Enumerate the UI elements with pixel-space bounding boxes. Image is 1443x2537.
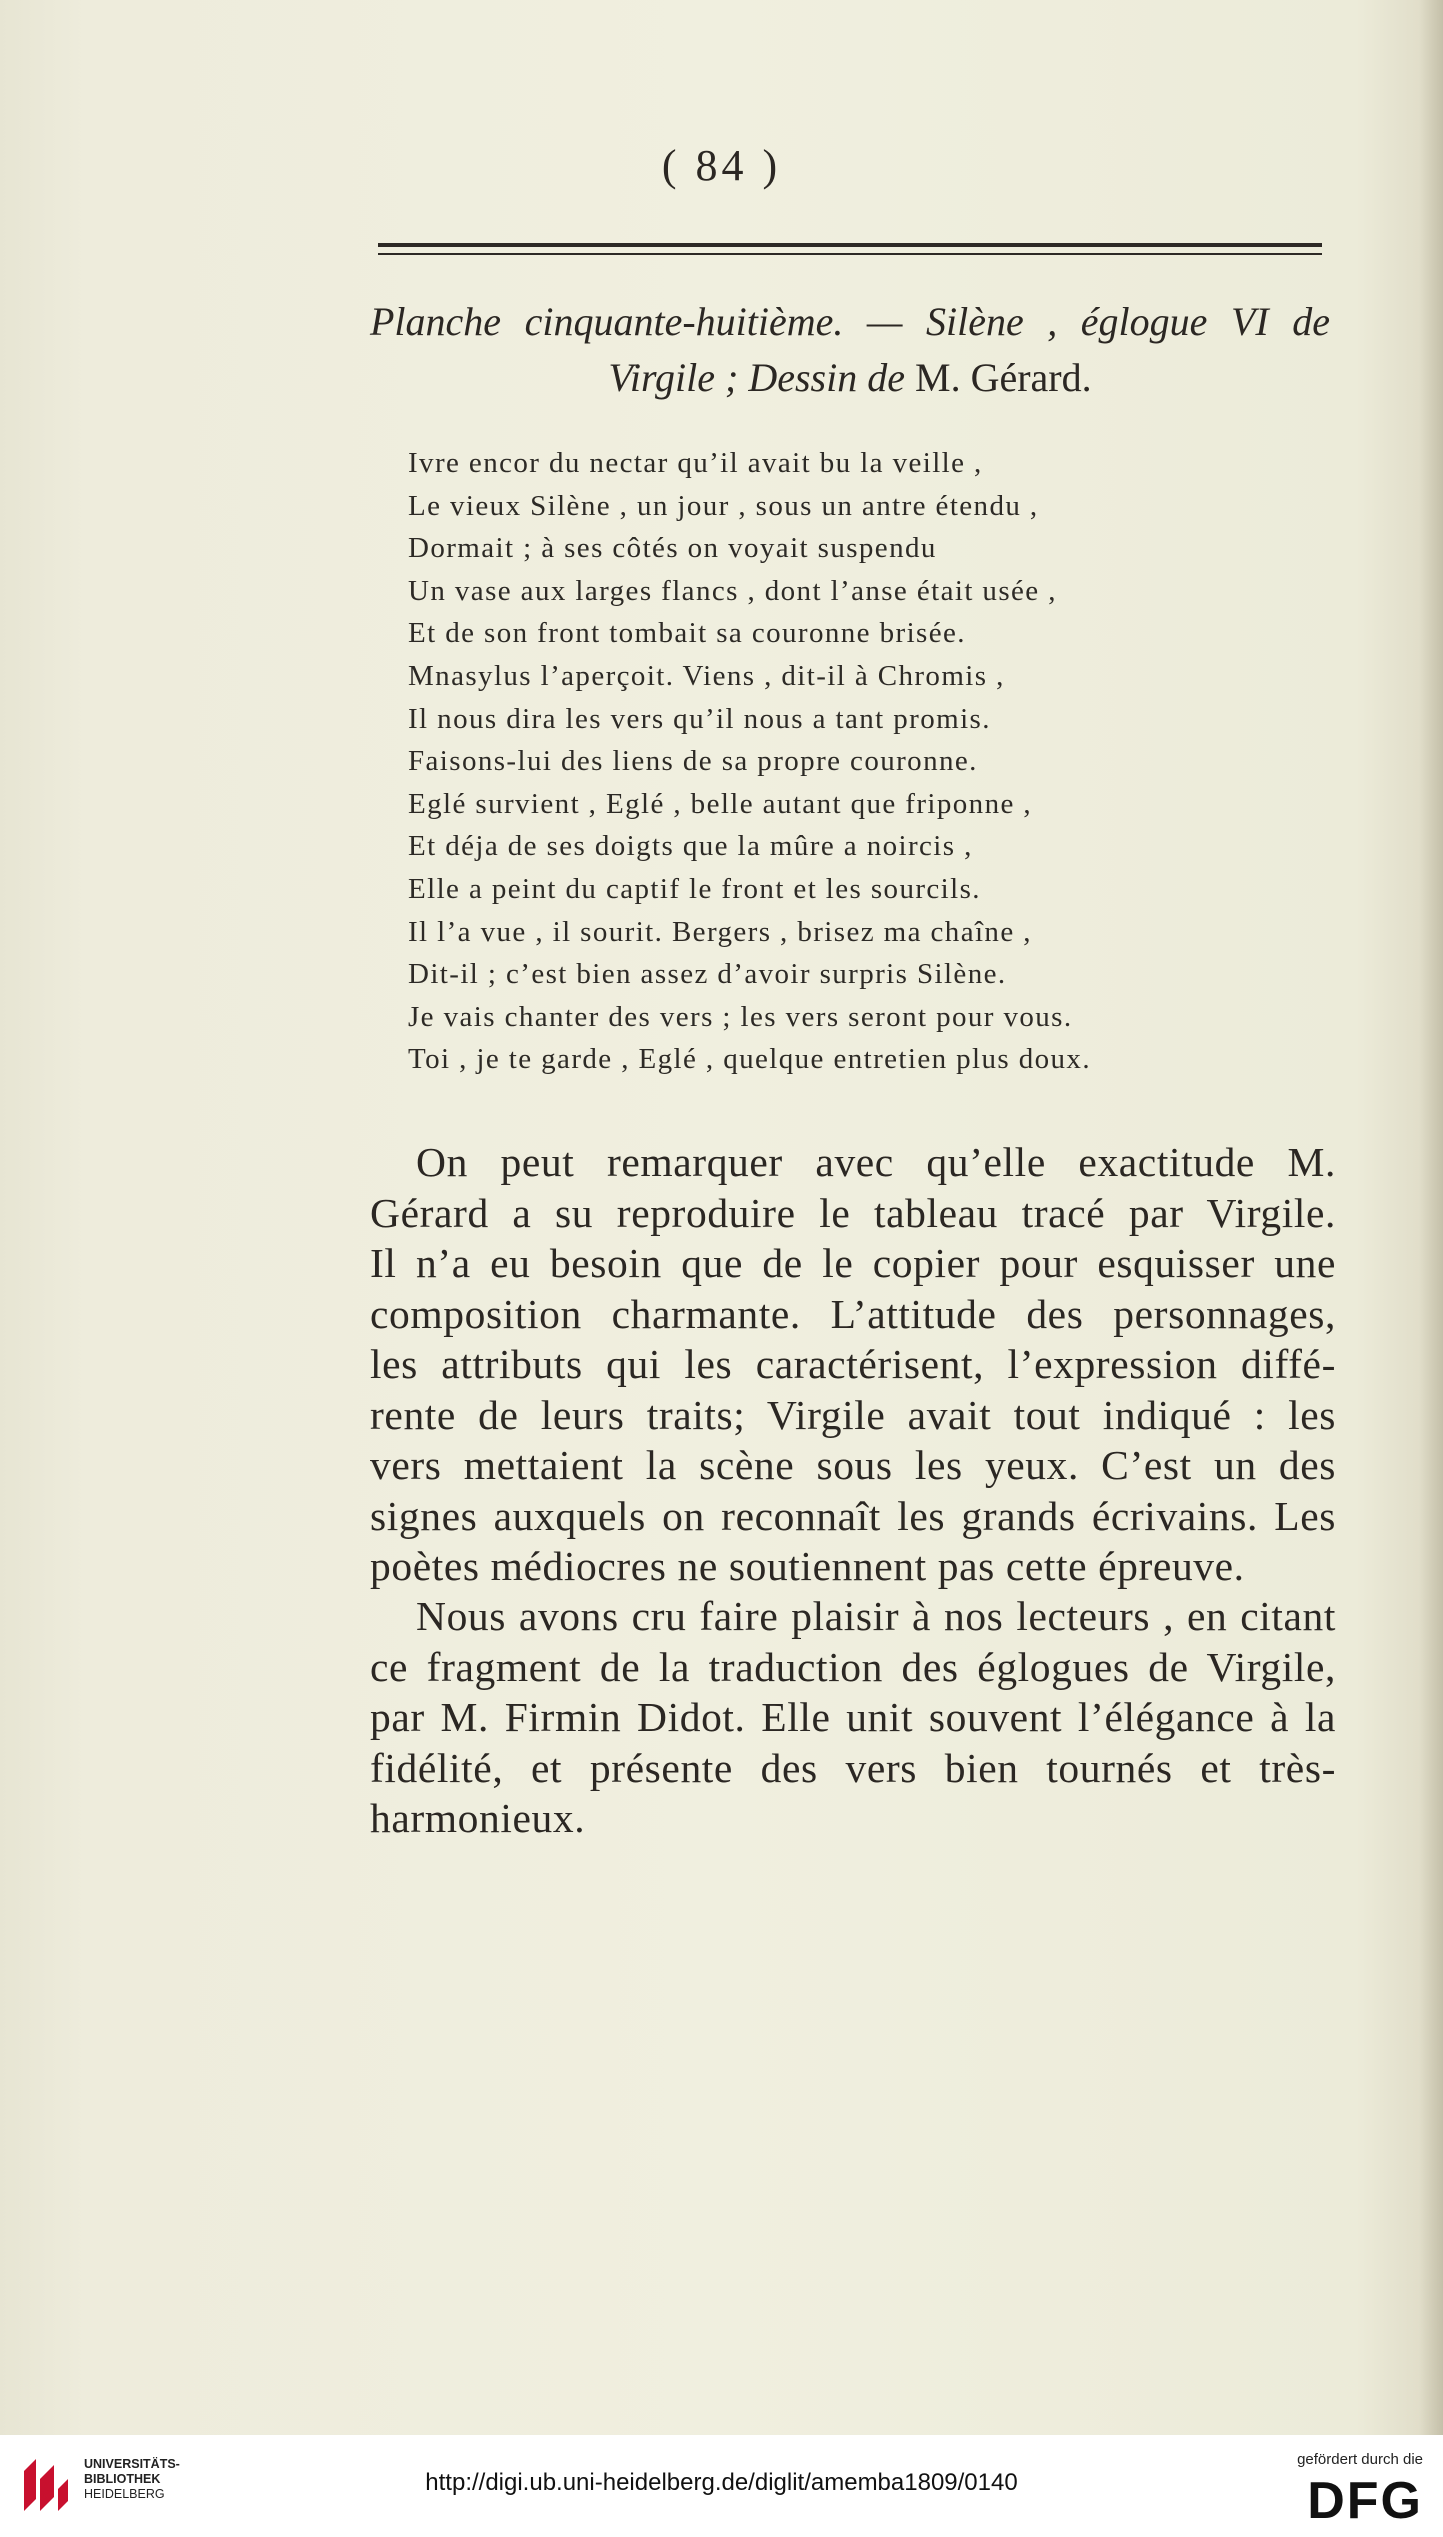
- paragraph-line: ce fragment de la traduction des églogues de Virgile,: [370, 1643, 1336, 1690]
- paragraph-line: Gérard a su reproduire le tableau tracé par Virgile.: [370, 1189, 1336, 1236]
- poem-excerpt: [408, 442, 1208, 1081]
- digitization-footer: [0, 2435, 1443, 2537]
- poem-verse: Eglé survient , Eglé , belle autant que friponne ,: [408, 787, 1033, 820]
- poem-verse: Le vieux Silène , un jour , sous un antre étendu ,: [408, 489, 1039, 522]
- institution-line-3: HEIDELBERG: [84, 2487, 165, 2501]
- poem-verse: Faisons-lui des liens de sa propre couronne.: [408, 745, 978, 778]
- plate-title-de: de: [857, 355, 915, 400]
- poem-verse: Toi , je te garde , Eglé , quelque entretien plus doux.: [408, 1043, 1091, 1076]
- institution-line-1: UNIVERSITÄTS-: [84, 2457, 180, 2471]
- paragraph-line: les attributs qui les caractérisent, l’expression diffé-: [370, 1341, 1336, 1387]
- dfg-logo[interactable]: DFG: [1307, 2472, 1423, 2530]
- poem-verse: Ivre encor du nectar qu’il avait bu la veille ,: [408, 447, 983, 479]
- plate-title: [370, 294, 1330, 406]
- paragraph-line: Il n’a eu besoin que de le copier pour esquisser une: [370, 1240, 1336, 1286]
- plate-title-work: Virgile ; Dessin: [608, 355, 858, 400]
- plate-title-line-2: [370, 350, 1330, 406]
- institution-line-2: BIBLIOTHEK: [84, 2472, 161, 2486]
- paragraph-line: poètes médiocres ne soutiennent pas cette épreuve.: [370, 1543, 1245, 1589]
- paragraph-commentary: [370, 1137, 1336, 1592]
- poem-verse: Et de son front tombait sa couronne brisée.: [408, 617, 966, 650]
- poem-verse: Mnasylus l’aperçoit. Viens , dit-il à Chromis ,: [408, 659, 1005, 692]
- plate-title-line-1: Planche cinquante-huitième. — Silène , églogue VI de: [370, 299, 1330, 344]
- paragraph-line: vers mettaient la scène sous les yeux. C’est un des: [370, 1442, 1336, 1488]
- poem-verse: Un vase aux larges flancs , dont l’anse était usée ,: [408, 574, 1057, 607]
- poem-verse: Dit-il ; c’est bien assez d’avoir surpris Silène.: [408, 958, 1007, 991]
- page-number: ( 84 ): [661, 141, 782, 190]
- poem-verse: Il l’a vue , il sourit. Bergers , brisez ma chaîne ,: [408, 915, 1032, 948]
- paragraph-line: Nous avons cru faire plaisir à nos lecteurs , en citant: [416, 1593, 1336, 1639]
- paragraph-line: composition charmante. L’attitude des personnages,: [370, 1290, 1336, 1337]
- paragraph-line: signes auxquels on reconnaît les grands écrivains. Les: [370, 1492, 1336, 1539]
- paragraph-line: par M. Firmin Didot. Elle unit souvent l’élégance à la: [370, 1694, 1336, 1740]
- poem-verse: Dormait ; à ses côtés on voyait suspendu: [408, 532, 937, 565]
- paragraph-line: On peut remarquer avec qu’elle exactitude M.: [416, 1139, 1336, 1185]
- poem-verse: Elle a peint du captif le front et les sourcils.: [408, 872, 981, 905]
- poem-verse: Je vais chanter des vers ; les vers seront pour vous.: [408, 1000, 1073, 1033]
- permalink-url[interactable]: http://digi.ub.uni-heidelberg.de/diglit/amemba1809/0140: [425, 2469, 1018, 2496]
- plate-title-artist: M. Gérard.: [915, 355, 1092, 400]
- paragraph-line: rente de leurs traits; Virgile avait tout indiqué : les: [370, 1391, 1336, 1438]
- header-rule-thin: [378, 253, 1322, 255]
- header-rule-thick: [378, 243, 1322, 247]
- poem-verse: Il nous dira les vers qu’il nous a tant promis.: [408, 702, 991, 735]
- page-edge-shadow: [1419, 0, 1443, 2435]
- paragraph-translation-note: [370, 1591, 1336, 1844]
- funded-by-label: gefördert durch die: [1297, 2451, 1423, 2468]
- paragraph-line: fidélité, et présente des vers bien tournés et très-: [370, 1744, 1336, 1791]
- paragraph-line: harmonieux.: [370, 1795, 586, 1841]
- poem-verse: Et déja de ses doigts que la mûre a noircis ,: [408, 830, 973, 863]
